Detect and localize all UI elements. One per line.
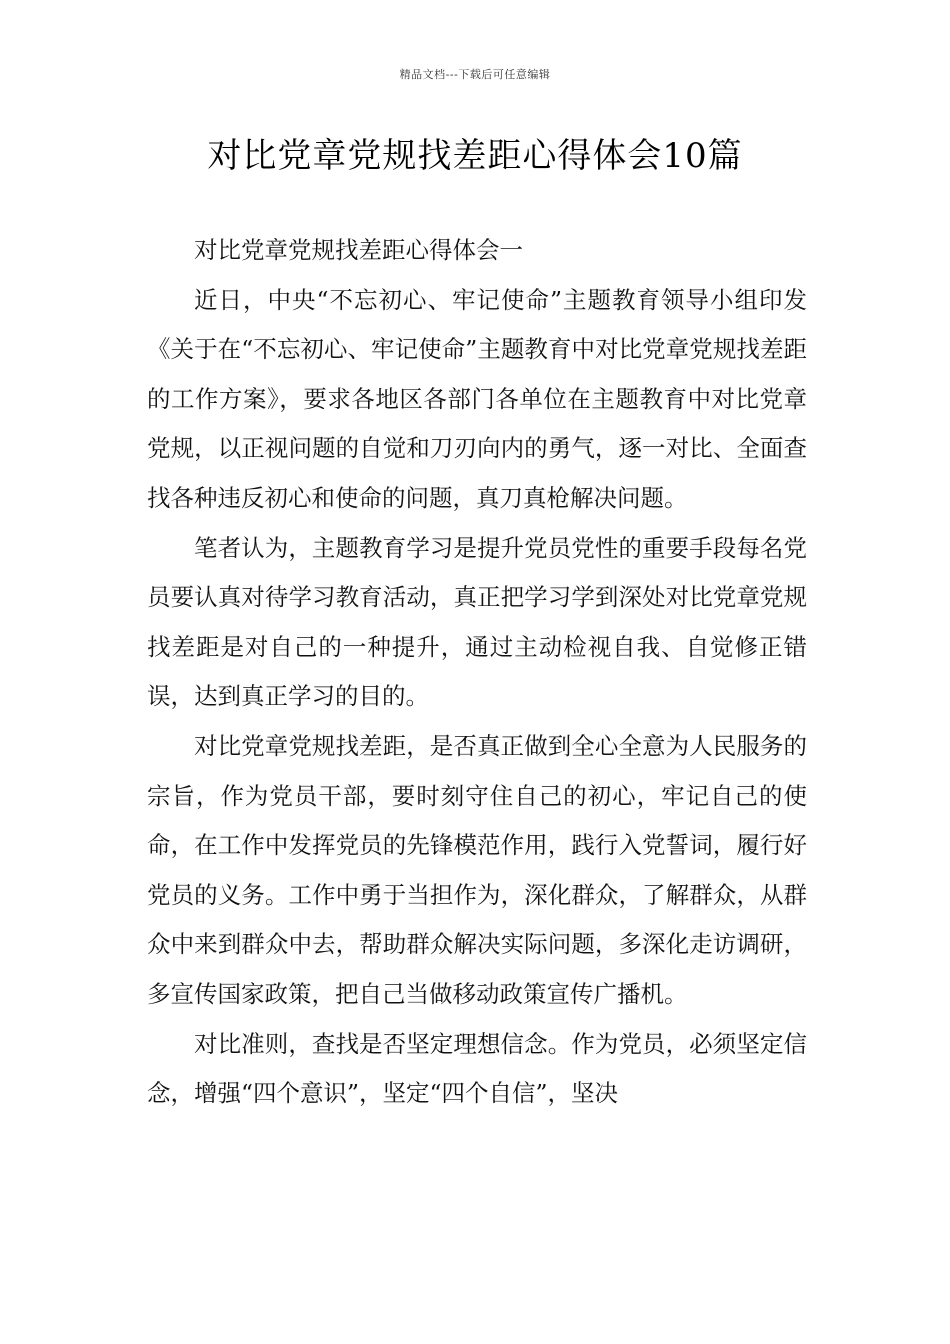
paragraph: 对比党章党规找差距，是否真正做到全心全意为人民服务的宗旨，作为党员干部，要时刻守住自己的初心，牢记自己的使命，在工作中发挥党员的先锋模范作用，践行入党誓词，履行好党员的义务。工作中勇于当担作为，深化群众，了解群众，从群众中来到群众中去，帮助群众解决实际问题，多深化走访调研，多宣传国家政策，把自己当做移动政策宣传广播机。 (147, 731, 807, 1008)
section-heading: 对比党章党规找差距心得体会一 (194, 236, 523, 264)
header-note: 精品文档---下载后可任意编辑 (399, 68, 551, 81)
paragraph: 对比准则，查找是否坚定理想信念。作为党员，必须坚定信念，增强“四个意识”，坚定“四个自信”，坚决 (147, 1029, 807, 1108)
paragraph: 近日，中央“不忘初心、牢记使命”主题教育领导小组印发《关于在“不忘初心、牢记使命”主题教育中对比党章党规找差距的工作方案》，要求各地区各部门各单位在主题教育中对比党章党规，以正视问题的自觉和刀刃向内的勇气，逐一对比、全面查找各种违反初心和使命的问题，真刀真枪解决问题。 (147, 285, 807, 512)
document-title: 对比党章党规找差距心得体会10篇 (207, 136, 743, 176)
document-body (147, 226, 807, 1119)
paragraph: 笔者认为，主题教育学习是提升党员党性的重要手段每名党员要认真对待学习教育活动，真正把学习学到深处对比党章党规找差距是对自己的一种提升，通过主动检视自我、自觉修正错误，达到真正学习的目的。 (147, 533, 807, 711)
